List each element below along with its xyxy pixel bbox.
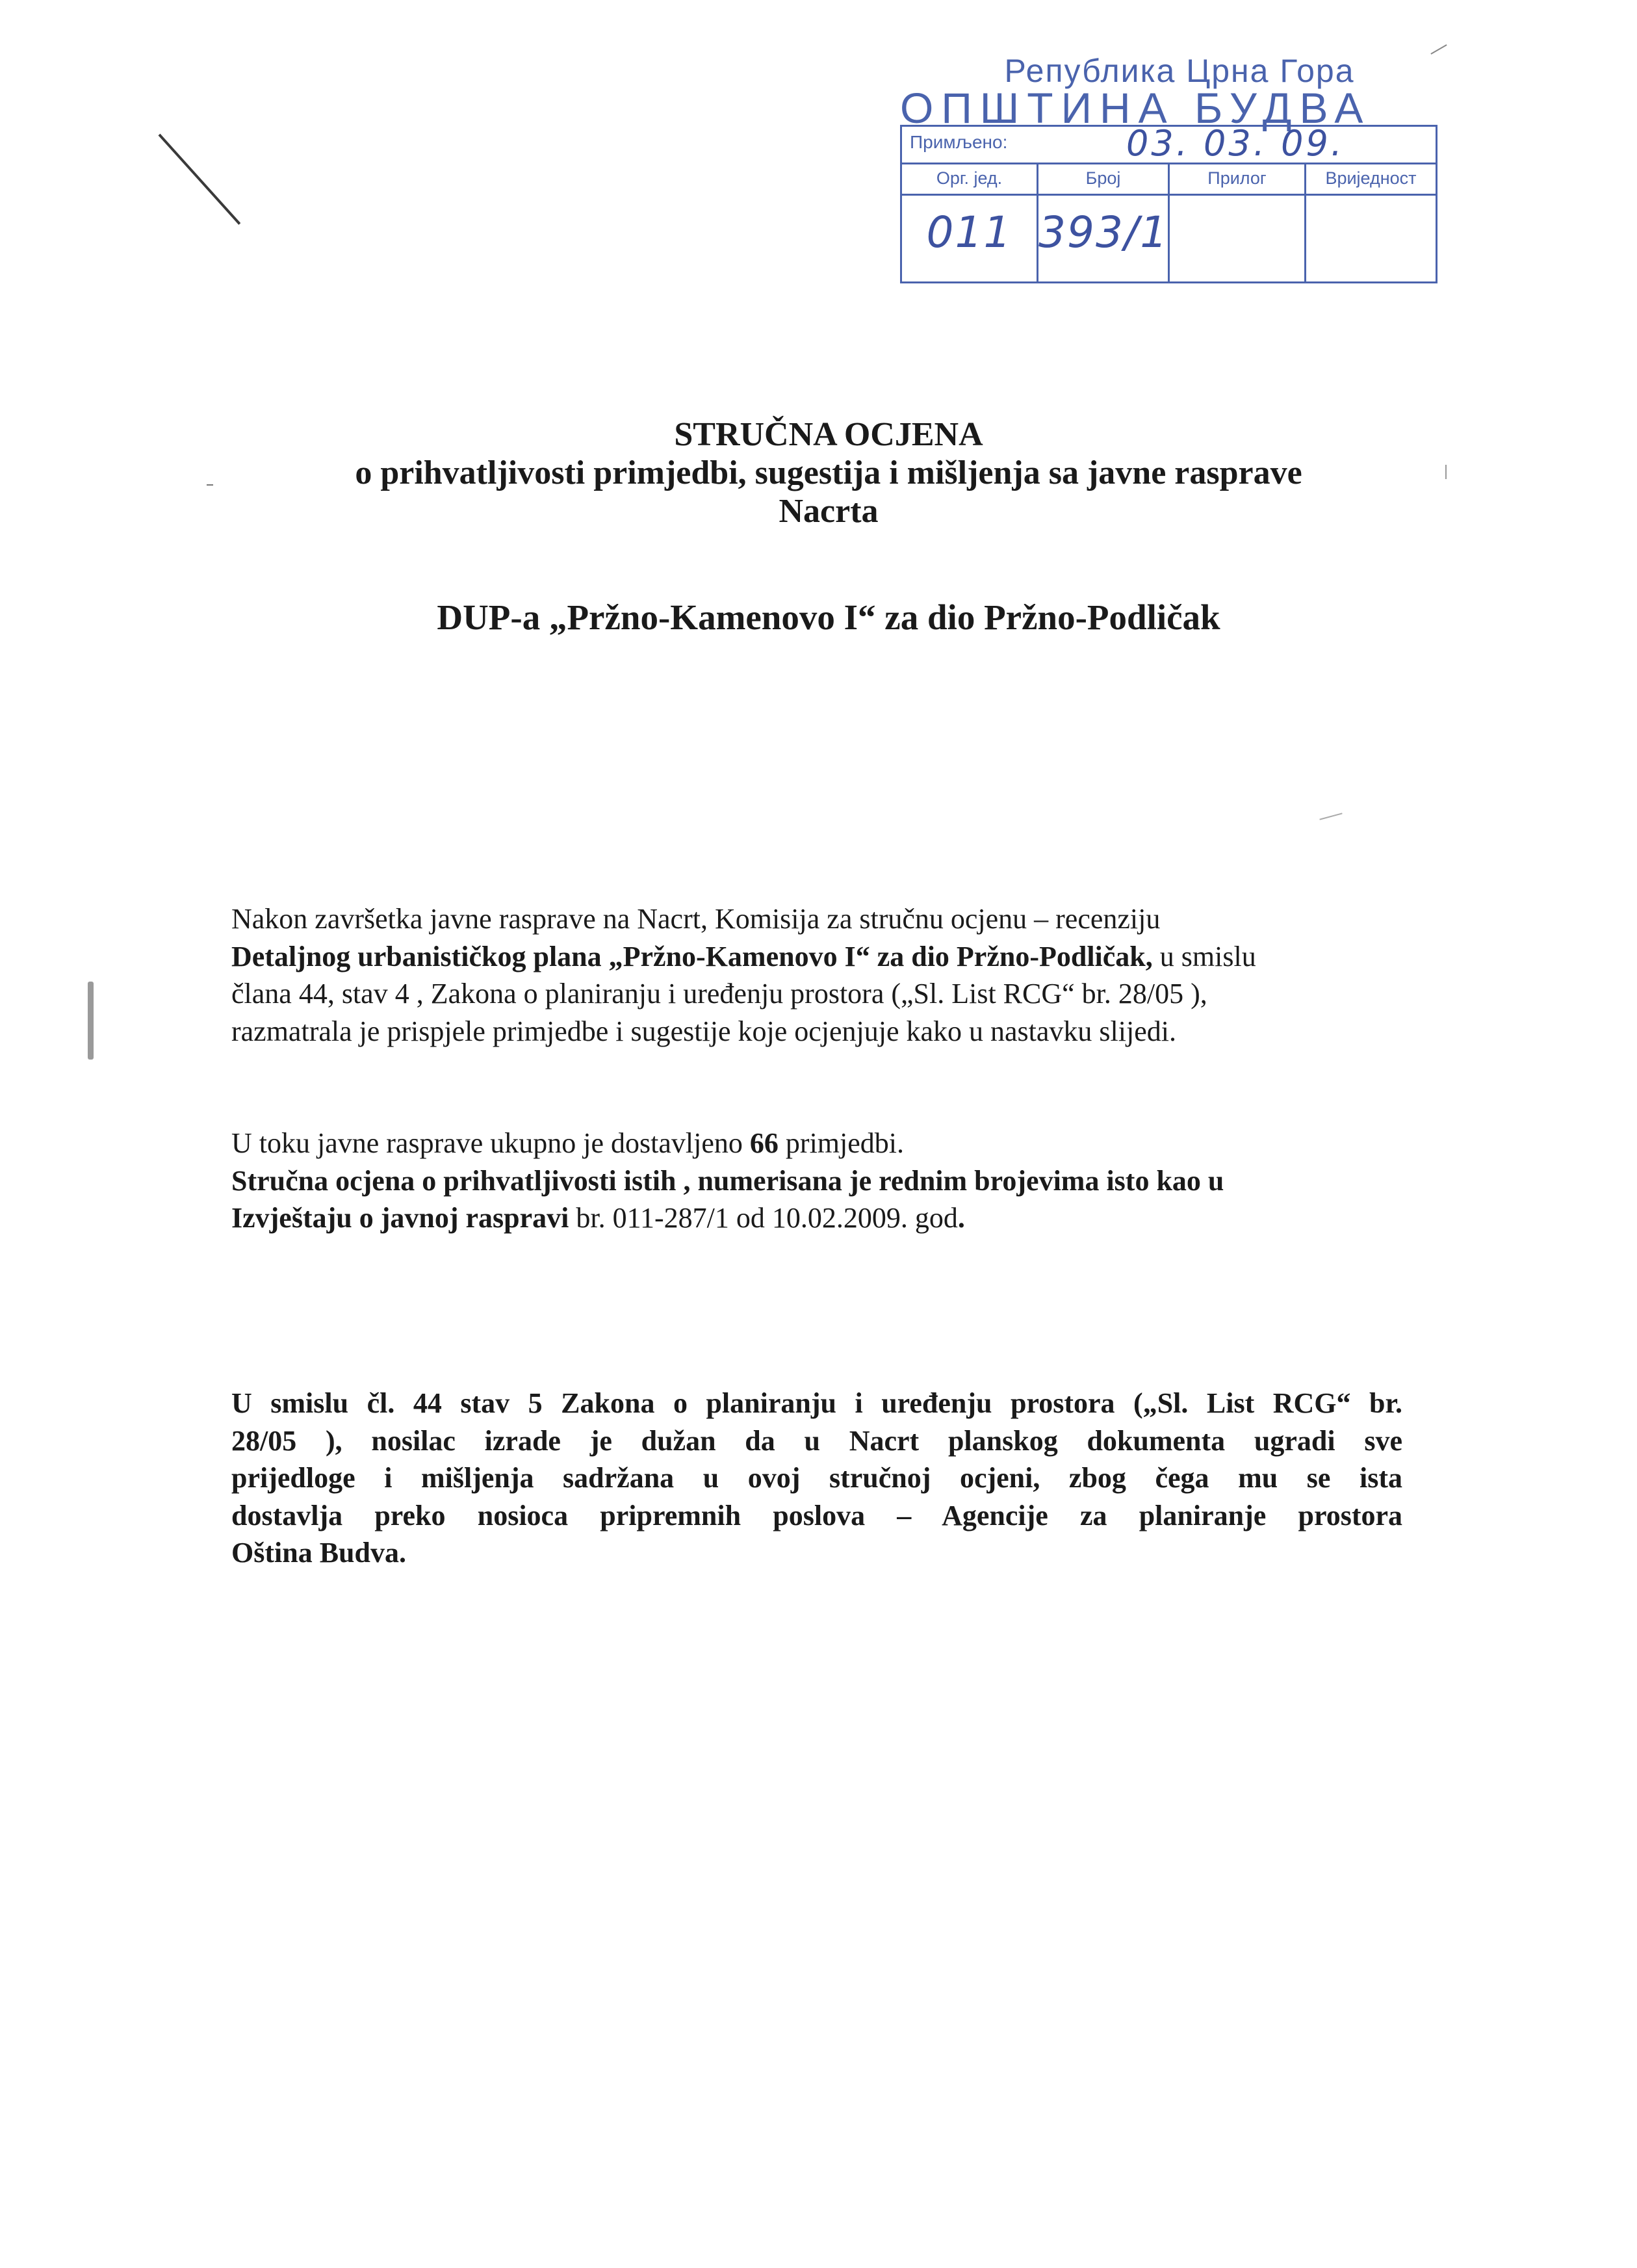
stamp-received-label: Примљено: <box>910 132 1008 152</box>
stamp-grid <box>900 125 1437 283</box>
stamp-received-date: 03. 03. 09. <box>1126 123 1345 164</box>
intro-plan-name: Detaljnog urbanističkog plana „Pržno-Kamenovo I“ za dio Pržno-Podličak, <box>231 940 1153 972</box>
count-line-1 <box>231 1125 1402 1162</box>
stamp-republic: Република Црна Гора <box>1004 53 1355 89</box>
count-line-2: Stručna ocjena o prihvatljivosti istih , numerisana je rednim brojevima isto kao u <box>231 1164 1224 1197</box>
stamp-cell-org-unit <box>902 164 1038 281</box>
law-line-1: U smislu čl. 44 stav 5 Zakona o planiranju i uređenju prostora („Sl. List RCG“ br. <box>231 1387 1402 1419</box>
intro-line-4: razmatrala je prispjele primjedbe i sugestije koje ocjenjuje kako u nastavku slijedi. <box>231 1015 1176 1047</box>
law-line-3: prijedloge i mišljenja sadržana u ovoj stručnoj ocjeni, zbog čega mu se ista <box>231 1462 1402 1494</box>
law-paragraph <box>231 1385 1402 1572</box>
registry-stamp <box>900 52 1443 286</box>
title-line-1: STRUČNA OCJENA <box>674 416 983 453</box>
law-line-2: 28/05 ), nosilac izrade je dužan da u Nacrt planskog dokumenta ugradi sve <box>231 1424 1402 1457</box>
stamp-col-attachment: Прилог <box>1207 168 1267 188</box>
stamp-col-org-unit: Орг. јед. <box>936 168 1003 188</box>
count-line-3-end: . <box>957 1202 965 1234</box>
document-subject: DUP-a „Pržno-Kamenovo I“ za dio Pržno-Podličak <box>437 597 1220 637</box>
document-title <box>195 416 1462 530</box>
count-line-1-pre: U toku javne rasprave ukupno je dostavljeno <box>231 1127 750 1159</box>
stamp-cell-attachment <box>1170 164 1306 281</box>
scan-mark-dash <box>1319 813 1342 820</box>
count-paragraph <box>231 1125 1402 1237</box>
stamp-municipality: ОПШТИНА БУДВА <box>900 84 1371 132</box>
count-report-name: Izvještaju o javnoj raspravi <box>231 1202 569 1234</box>
count-report-ref: br. 011-287/1 od 10.02.2009. god <box>569 1202 958 1234</box>
stamp-value-number: 393/1 <box>1038 207 1169 257</box>
stamp-col-value: Вриједност <box>1325 168 1417 188</box>
stamp-received-row <box>902 123 1436 164</box>
title-line-2: o prihvatljivosti primjedbi, sugestija i mišljenja sa javne rasprave <box>355 454 1302 491</box>
scan-mark-left-bar <box>88 982 94 1060</box>
intro-line-2-rest: u smislu <box>1152 940 1256 972</box>
intro-line-1: Nakon završetka javne rasprave na Nacrt, Komisija za stručnu ocjenu – recenziju <box>231 903 1161 935</box>
count-number: 66 <box>749 1127 779 1159</box>
intro-paragraph <box>231 900 1402 1050</box>
count-line-1-post: primjedbi. <box>778 1127 905 1159</box>
title-line-3: Nacrta <box>779 492 879 530</box>
stamp-cell-number <box>1038 164 1170 281</box>
count-line-3 <box>231 1199 1402 1237</box>
law-line-5: Oština Budva. <box>231 1537 406 1569</box>
intro-line-2 <box>231 938 1402 976</box>
stamp-value-org-unit: 011 <box>926 207 1012 257</box>
stamp-cells <box>902 164 1436 281</box>
stamp-cell-value <box>1306 164 1436 281</box>
scan-mark-slash <box>159 134 241 225</box>
law-line-4: dostavlja preko nosioca pripremnih poslova – Agencije za planiranje prostora <box>231 1499 1402 1532</box>
intro-line-3: člana 44, stav 4 , Zakona o planiranju i uređenju prostora („Sl. List RCG“ br. 28/05 ), <box>231 978 1207 1010</box>
stamp-col-number: Број <box>1085 168 1121 188</box>
